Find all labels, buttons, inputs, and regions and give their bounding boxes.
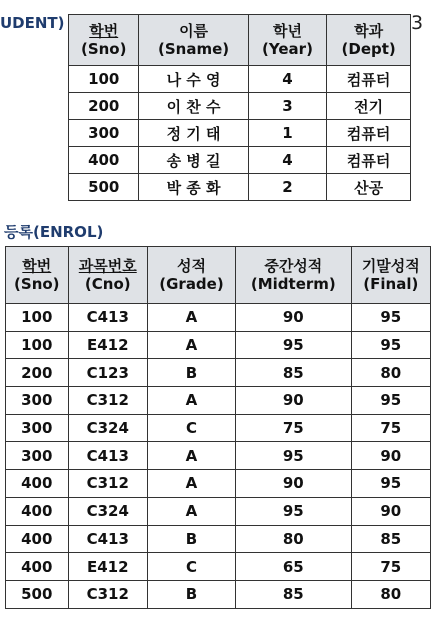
student-table-label: UDENT) — [0, 14, 65, 32]
page-number-fragment: 3 — [411, 12, 424, 34]
table-cell: 이 찬 수 — [139, 93, 248, 120]
column-header-english: (Midterm) — [250, 275, 336, 293]
table-cell: 정 기 태 — [139, 120, 248, 147]
enrol-header-row — [6, 247, 431, 304]
student-column-header — [69, 15, 139, 66]
table-cell: 100 — [69, 66, 139, 93]
table-cell: A — [147, 387, 235, 415]
table-cell: 75 — [351, 553, 430, 581]
table-row — [6, 387, 431, 415]
table-cell: 400 — [6, 470, 69, 498]
table-cell: 90 — [236, 304, 352, 332]
column-header-english: (Year) — [262, 40, 313, 58]
enrol-table — [5, 246, 431, 609]
table-cell: C312 — [68, 580, 147, 608]
table-cell: 95 — [351, 304, 430, 332]
table-cell: 300 — [6, 442, 69, 470]
table-row — [6, 497, 431, 525]
table-cell: 400 — [6, 525, 69, 553]
table-cell: C123 — [68, 359, 147, 387]
column-header-korean: 중간성적 — [264, 257, 323, 275]
table-cell: A — [147, 442, 235, 470]
table-cell: 95 — [351, 470, 430, 498]
table-cell: 500 — [6, 580, 69, 608]
table-cell: 컴퓨터 — [327, 147, 411, 174]
table-cell: 80 — [351, 580, 430, 608]
table-cell: 95 — [351, 387, 430, 415]
enrol-column-header — [236, 247, 352, 304]
table-cell: 3 — [248, 93, 327, 120]
table-cell: C — [147, 414, 235, 442]
student-column-header — [327, 15, 411, 66]
table-cell: 300 — [6, 387, 69, 415]
table-cell: A — [147, 497, 235, 525]
table-row — [69, 93, 411, 120]
table-row — [69, 66, 411, 93]
column-header-korean: 학번 — [22, 257, 52, 275]
table-cell: 100 — [6, 304, 69, 332]
table-cell: 컴퓨터 — [327, 120, 411, 147]
table-cell: 300 — [6, 414, 69, 442]
table-row — [6, 442, 431, 470]
table-cell: E412 — [68, 331, 147, 359]
table-row — [6, 359, 431, 387]
table-cell: 90 — [236, 387, 352, 415]
table-cell: 80 — [351, 359, 430, 387]
table-cell: 4 — [248, 147, 327, 174]
table-cell: 85 — [236, 359, 352, 387]
table-cell: 300 — [69, 120, 139, 147]
column-header-english: (Final) — [363, 275, 419, 293]
column-header-english: (Sno) — [14, 275, 60, 293]
student-column-header — [248, 15, 327, 66]
table-row — [69, 174, 411, 201]
column-header-english: (Sname) — [158, 40, 230, 58]
table-cell: C413 — [68, 525, 147, 553]
table-cell: 95 — [236, 442, 352, 470]
table-cell: 2 — [248, 174, 327, 201]
column-header-korean: 기말성적 — [361, 257, 420, 275]
table-cell: C324 — [68, 497, 147, 525]
table-row — [6, 470, 431, 498]
table-row — [6, 553, 431, 581]
column-header-english: (Grade) — [159, 275, 224, 293]
table-cell: 4 — [248, 66, 327, 93]
table-cell: E412 — [68, 553, 147, 581]
table-cell: 500 — [69, 174, 139, 201]
table-cell: 컴퓨터 — [327, 66, 411, 93]
table-row — [6, 331, 431, 359]
table-cell: 200 — [69, 93, 139, 120]
table-cell: 75 — [351, 414, 430, 442]
table-cell: 산공 — [327, 174, 411, 201]
enrol-column-header — [68, 247, 147, 304]
table-cell: 1 — [248, 120, 327, 147]
table-cell: B — [147, 525, 235, 553]
table-cell: A — [147, 470, 235, 498]
table-cell: 송 병 길 — [139, 147, 248, 174]
table-cell: C413 — [68, 304, 147, 332]
table-cell: C — [147, 553, 235, 581]
table-row — [6, 525, 431, 553]
table-cell: 95 — [236, 497, 352, 525]
table-cell: 400 — [6, 553, 69, 581]
table-row — [69, 120, 411, 147]
table-cell: 90 — [236, 470, 352, 498]
enrol-column-header — [6, 247, 69, 304]
table-cell: 95 — [236, 331, 352, 359]
table-row — [6, 580, 431, 608]
table-row — [6, 414, 431, 442]
table-cell: 75 — [236, 414, 352, 442]
column-header-korean: 학년 — [272, 22, 302, 40]
table-cell: 400 — [69, 147, 139, 174]
table-cell: 200 — [6, 359, 69, 387]
table-cell: C413 — [68, 442, 147, 470]
table-cell: 나 수 영 — [139, 66, 248, 93]
table-cell: B — [147, 580, 235, 608]
table-cell: 90 — [351, 497, 430, 525]
table-cell: 박 종 화 — [139, 174, 248, 201]
table-cell: 전기 — [327, 93, 411, 120]
table-cell: 80 — [236, 525, 352, 553]
table-cell: 100 — [6, 331, 69, 359]
column-header-korean: 학번 — [89, 22, 119, 40]
table-cell: C312 — [68, 387, 147, 415]
table-row — [6, 304, 431, 332]
column-header-english: (Sno) — [80, 40, 127, 58]
column-header-english: (Dept) — [341, 40, 396, 58]
table-cell: 90 — [351, 442, 430, 470]
table-cell: A — [147, 304, 235, 332]
table-cell: 65 — [236, 553, 352, 581]
student-header-row — [69, 15, 411, 66]
table-cell: B — [147, 359, 235, 387]
enrol-table-body — [6, 304, 431, 609]
table-cell: 85 — [236, 580, 352, 608]
enrol-column-header — [351, 247, 430, 304]
student-column-header — [139, 15, 248, 66]
column-header-english: (Cno) — [84, 275, 131, 293]
table-cell: C312 — [68, 470, 147, 498]
table-cell: 95 — [351, 331, 430, 359]
table-row — [69, 147, 411, 174]
table-cell: 400 — [6, 497, 69, 525]
column-header-korean: 성적 — [176, 257, 206, 275]
enrol-table-label: 등록(ENROL) — [4, 223, 104, 241]
student-table — [68, 14, 411, 201]
column-header-korean: 과목번호 — [78, 257, 137, 275]
table-cell: 85 — [351, 525, 430, 553]
column-header-korean: 이름 — [179, 22, 209, 40]
table-cell: C324 — [68, 414, 147, 442]
enrol-column-header — [147, 247, 235, 304]
column-header-korean: 학과 — [354, 22, 384, 40]
table-cell: A — [147, 331, 235, 359]
student-table-body — [69, 66, 411, 201]
